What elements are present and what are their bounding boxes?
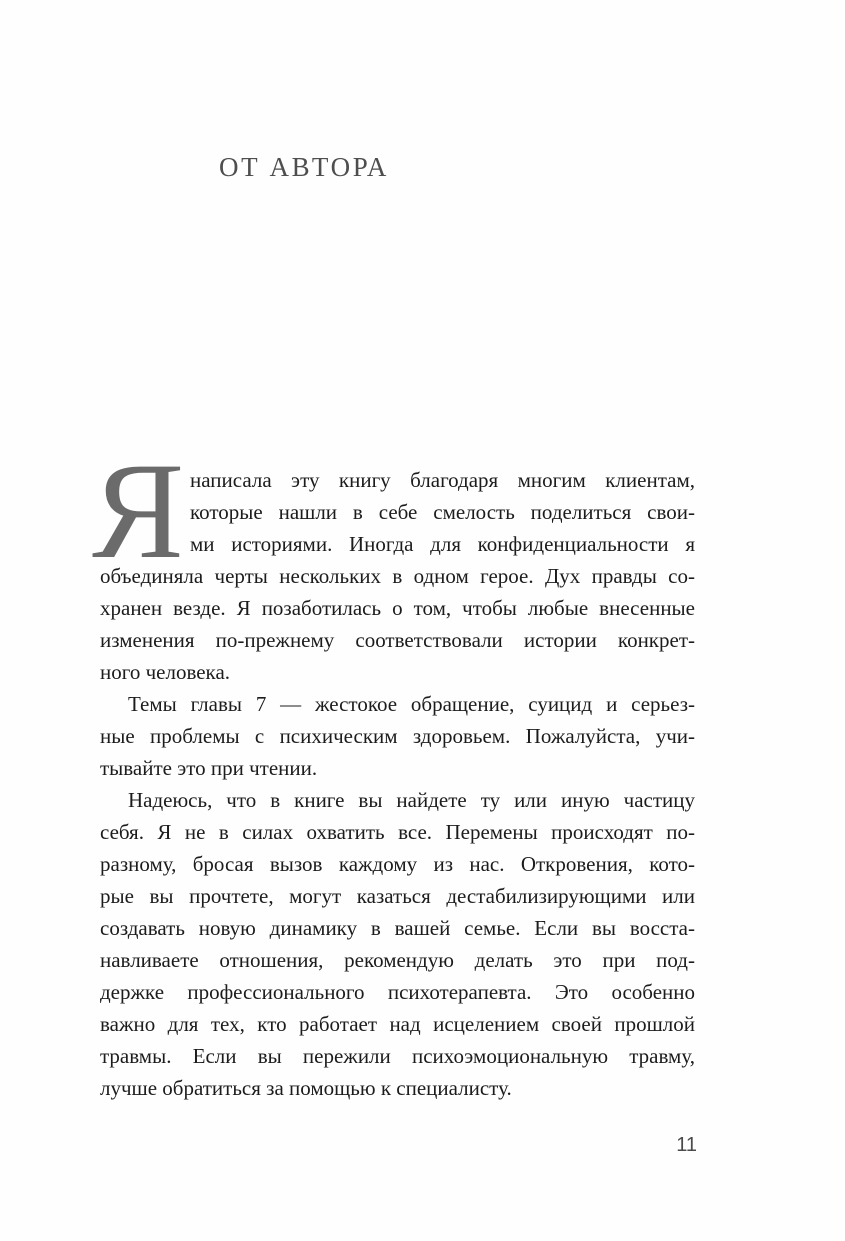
paragraph-2: [100, 688, 695, 784]
text-line: тывайте это при чтении.: [100, 756, 318, 780]
text-line: травмы. Если вы пережили психоэмоциональную травму,: [100, 1044, 695, 1068]
text-line: держке профессионального психотерапевта. Это особенно: [100, 980, 695, 1004]
paragraph-1-cap-lines: [190, 464, 695, 560]
text-line: важно для тех, кто работает над исцелением своей прошлой: [100, 1012, 695, 1036]
text-line: рые вы прочтете, могут казаться дестабилизирующими или: [100, 884, 695, 908]
paragraph-3: [100, 784, 695, 1104]
chapter-title: ОТ АВТОРА: [219, 152, 389, 182]
text-line: написала эту книгу благодаря многим клиентам,: [190, 468, 695, 492]
text-line: себя. Я не в силах охватить все. Перемены происходят по-: [100, 820, 695, 844]
text-line: Темы главы 7 — жестокое обращение, суицид и серьез-: [128, 692, 695, 716]
text-line: создавать новую динамику в вашей семье. Если вы восста-: [100, 916, 695, 940]
paragraph-1: [100, 560, 695, 688]
text-line: ные проблемы с психическим здоровьем. Пожалуйста, учи-: [100, 724, 695, 748]
text-line: хранен везде. Я позаботилась о том, чтобы любые внесенные: [100, 596, 695, 620]
text-line: Надеюсь, что в книге вы найдете ту или иную частицу: [128, 788, 695, 812]
text-line: изменения по-прежнему соответствовали истории конкрет-: [100, 628, 695, 652]
page-number: 11: [676, 1134, 697, 1156]
drop-cap: Я: [92, 434, 185, 587]
text-line: объединяла черты нескольких в одном герое. Дух правды со-: [100, 564, 695, 588]
text-line: ного человека.: [100, 660, 231, 684]
text-line: ми историями. Иногда для конфиденциальности я: [190, 532, 695, 556]
text-line: которые нашли в себе смелость поделиться свои-: [190, 500, 695, 524]
text-line: навливаете отношения, рекомендую делать это при под-: [100, 948, 695, 972]
text-line: лучше обратиться за помощью к специалисту.: [100, 1076, 512, 1100]
text-line: разному, бросая вызов каждому из нас. Откровения, кото-: [100, 852, 695, 876]
